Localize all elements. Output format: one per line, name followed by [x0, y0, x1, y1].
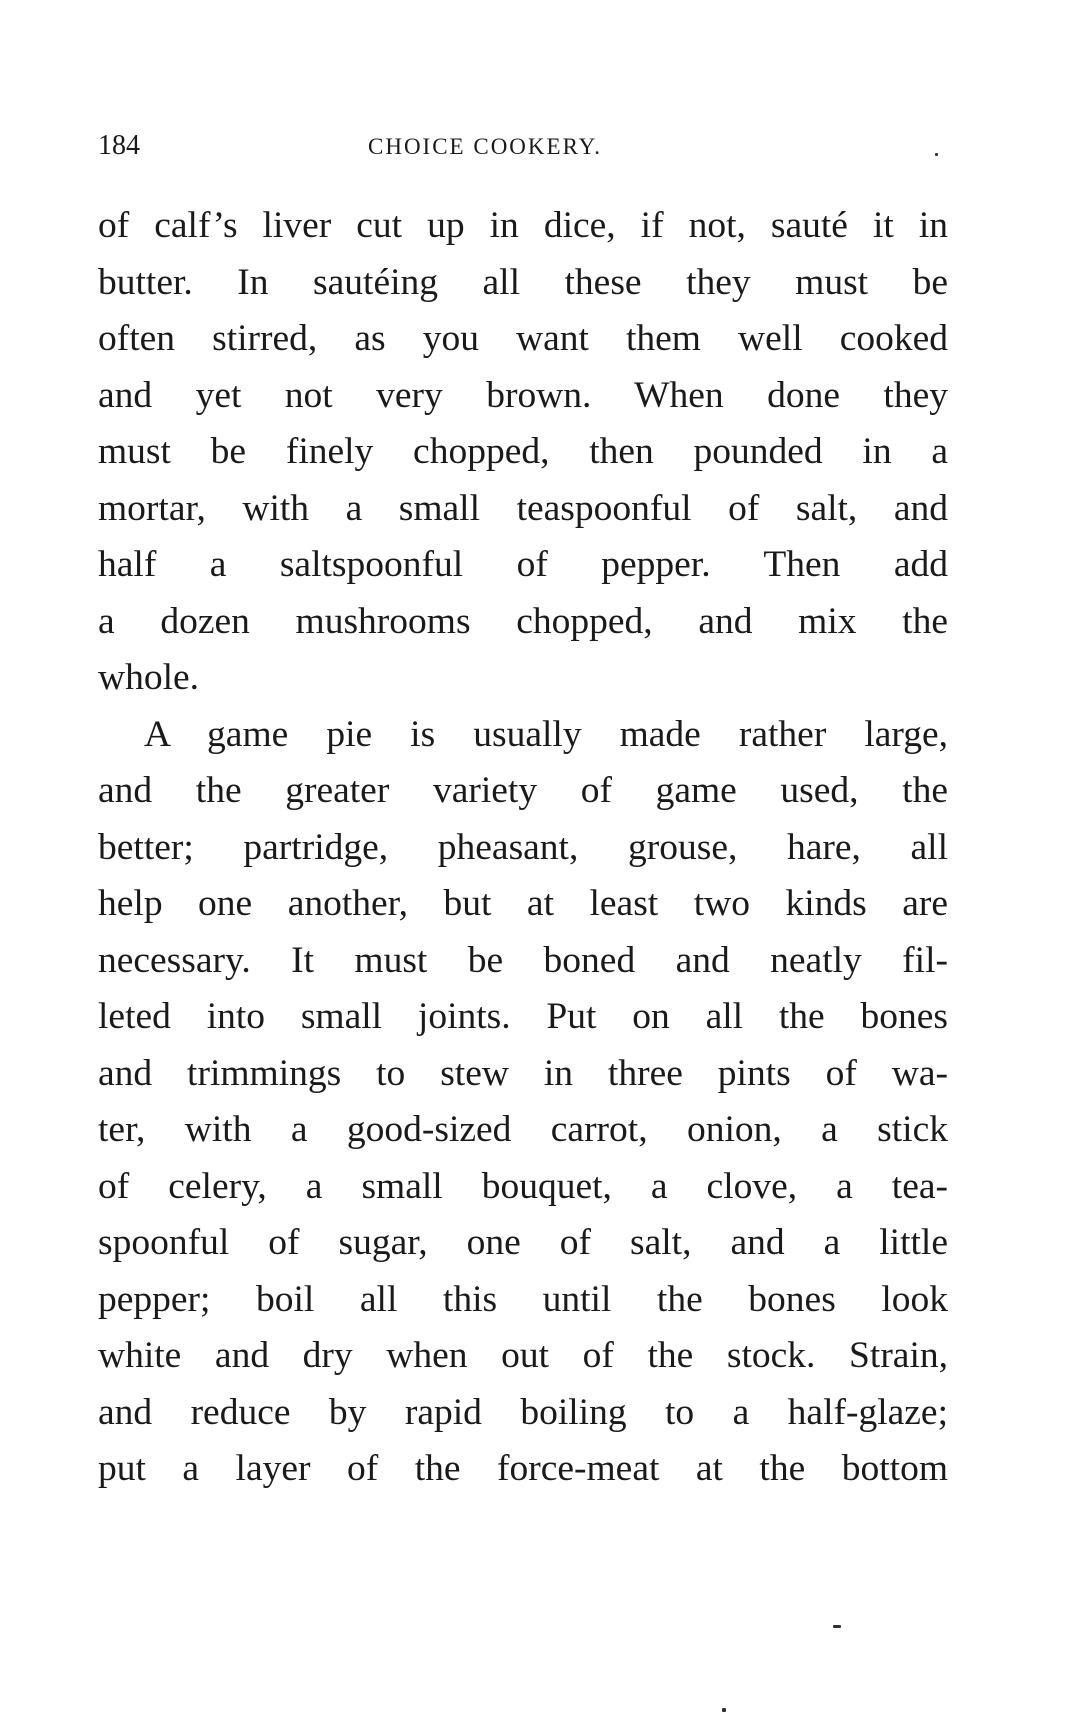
text-line: ter, with a good-sized carrot, onion, a stick — [98, 1109, 948, 1150]
text-line: of celery, a small bouquet, a clove, a tea- — [98, 1165, 948, 1207]
text-line: necessary. It must be boned and neatly fil- — [98, 939, 948, 981]
text-line: spoonful of sugar, one of salt, and a little — [98, 1222, 948, 1263]
text-line: a dozen mushrooms chopped, and mix the — [98, 600, 948, 642]
scan-speck — [722, 1708, 726, 1712]
text-line: must be finely chopped, then pounded in a — [98, 431, 948, 472]
text-line: A game pie is usually made rather large, — [144, 713, 948, 755]
scan-speck — [833, 1625, 841, 1628]
running-title: CHOICE COOKERY. — [368, 134, 603, 159]
page-number: 184 — [98, 130, 140, 161]
text-line: butter. In sautéing all these they must be — [98, 261, 948, 303]
text-line: better; partridge, pheasant, grouse, hare, all — [98, 826, 948, 868]
text-line: and the greater variety of game used, the — [98, 770, 948, 811]
text-line: mortar, with a small teaspoonful of salt, and — [98, 487, 948, 529]
text-line: and reduce by rapid boiling to a half-glaze; — [98, 1391, 948, 1433]
running-head — [98, 130, 938, 170]
text-line: put a layer of the force-meat at the bottom — [98, 1448, 948, 1489]
text-line: leted into small joints. Put on all the bones — [98, 996, 948, 1037]
text-line: white and dry when out of the stock. Strain, — [98, 1335, 948, 1376]
text-line: and yet not very brown. When done they — [98, 374, 948, 416]
text-line: of calf’s liver cut up in dice, if not, sauté it in — [98, 205, 948, 246]
text-line: often stirred, as you want them well cooked — [98, 318, 948, 359]
text-line: and trimmings to stew in three pints of wa- — [98, 1052, 948, 1094]
text-line: half a saltspoonful of pepper. Then add — [98, 544, 948, 585]
body-text — [98, 198, 948, 1498]
text-line: pepper; boil all this until the bones look — [98, 1278, 948, 1320]
text-line: help one another, but at least two kinds are — [98, 883, 948, 924]
text-line: whole. — [98, 657, 200, 698]
scan-speck — [935, 153, 938, 156]
